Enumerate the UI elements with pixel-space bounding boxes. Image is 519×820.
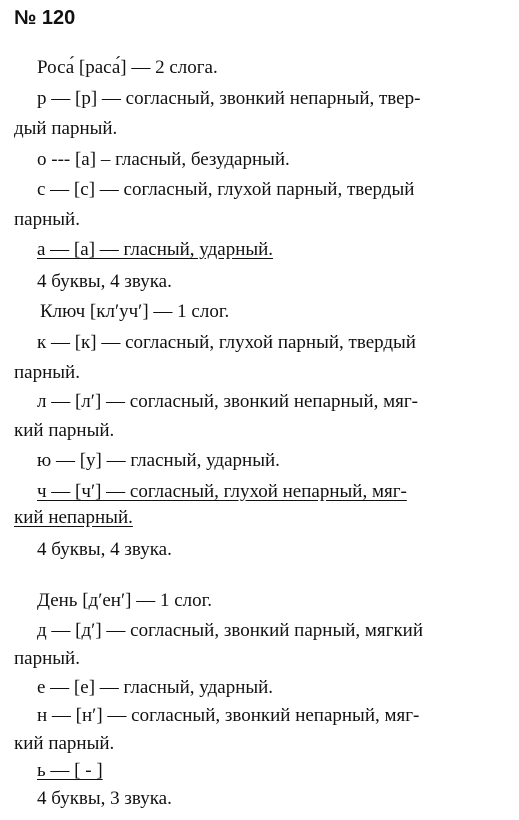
analysis-line: парный. (14, 362, 80, 383)
analysis-line: ю — [у] — гласный, ударный. (37, 450, 280, 471)
analysis-line: л — [л′] — согласный, звонкий непарный, мяг- (37, 391, 419, 412)
task-number: № 120 (14, 7, 76, 29)
word-summary: 4 буквы, 4 звука. (37, 539, 172, 560)
analysis-line-stressed: а — [а] — гласный, ударный. (37, 239, 274, 260)
analysis-line-underlined: кий непарный. (14, 507, 133, 528)
analysis-line-underlined: ь — [ - ] (37, 760, 103, 781)
analysis-line: н — [н′] — согласный, звонкий непарный, мяг- (37, 705, 420, 726)
word-summary: 4 буквы, 4 звука. (37, 271, 172, 292)
analysis-line: кий парный. (14, 420, 115, 441)
analysis-line: парный. (14, 648, 80, 669)
analysis-line: дый парный. (14, 118, 118, 139)
analysis-line: к — [к] — согласный, глухой парный, твердый (37, 332, 416, 353)
analysis-line: парный. (14, 209, 80, 230)
word-title-den: День [д′ен′] — 1 слог. (37, 590, 213, 611)
word-title-klyuch: Ключ [кл′уч′] — 1 слог. (40, 301, 230, 322)
analysis-line-underlined: ч — [ч′] — согласный, глухой непарный, мяг- (37, 481, 407, 502)
analysis-line: д — [д′] — согласный, звонкий парный, мягкий (37, 620, 424, 641)
analysis-line: с — [с] — согласный, глухой парный, твердый (37, 179, 415, 200)
analysis-line: е — [е] — гласный, ударный. (37, 677, 274, 698)
analysis-line: кий парный. (14, 733, 115, 754)
analysis-line: о --- [а] – гласный, безударный. (37, 149, 290, 170)
word-title-rosa: Роса́ [раса́] — 2 слога. (37, 57, 218, 78)
analysis-line: р — [р] — согласный, звонкий непарный, твер- (37, 88, 421, 109)
word-summary: 4 буквы, 3 звука. (37, 788, 172, 809)
